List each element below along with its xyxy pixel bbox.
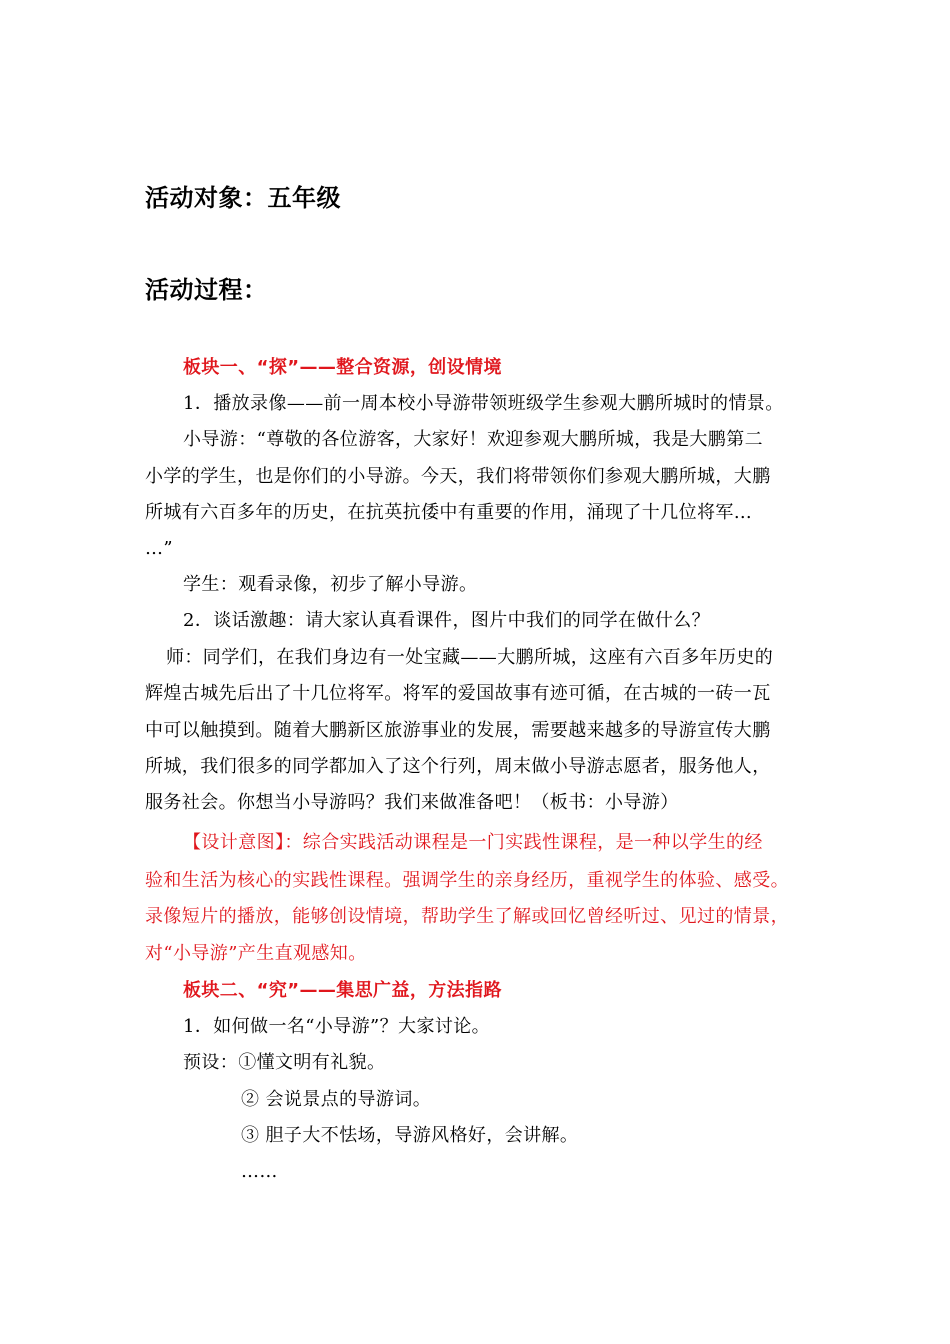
- teacher-line: 中可以触摸到。随着大鹏新区旅游事业的发展，需要越来越多的导游宣传大鹏: [145, 720, 771, 741]
- preset-line: ③ 胆子大不怯场，导游风格好，会讲解。: [241, 1125, 579, 1146]
- section2-title: 板块二、“究”——集思广益，方法指路: [183, 980, 502, 1001]
- preset-line: ② 会说景点的导游词。: [241, 1089, 432, 1110]
- teacher-line: 服务社会。你想当小导游吗？我们来做准备吧！（板书：小导游）: [145, 792, 679, 813]
- design-intent-line: 验和生活为核心的实践性课程。强调学生的亲身经历，重视学生的体验、感受。: [145, 870, 789, 891]
- preset-line: 预设：①懂文明有礼貌。: [183, 1052, 386, 1073]
- guide-line: 小导游：“尊敬的各位游客，大家好！欢迎参观大鹏所城，我是大鹏第二: [183, 429, 763, 450]
- section1-title: 板块一、“探”——整合资源，创设情境: [183, 357, 502, 378]
- student-line: 学生：观看录像，初步了解小导游。: [183, 574, 478, 595]
- teacher-line: 所城，我们很多的同学都加入了这个行列，周末做小导游志愿者，服务他人，: [145, 756, 771, 777]
- section2-item1: 1．如何做一名“小导游”？大家讨论。: [183, 1016, 491, 1037]
- guide-line: 所城有六百多年的历史，在抗英抗倭中有重要的作用，涌现了十几位将军…: [145, 502, 753, 523]
- heading-activity-target: 活动对象：五年级: [145, 184, 341, 212]
- preset-ellipsis: ……: [241, 1161, 278, 1182]
- guide-line: …”: [145, 538, 174, 559]
- design-intent-line: 【设计意图】：综合实践活动课程是一门实践性课程，是一种以学生的经: [183, 832, 763, 853]
- design-intent-line: 对“小导游”产生直观感知。: [145, 943, 367, 964]
- teacher-line: 辉煌古城先后出了十几位将军。将军的爱国故事有迹可循，在古城的一砖一瓦: [145, 683, 771, 704]
- teacher-line: 师：同学们，在我们身边有一处宝藏——大鹏所城，这座有六百多年历史的: [166, 647, 774, 668]
- guide-line: 小学的学生，也是你们的小导游。今天，我们将带领你们参观大鹏所城，大鹏: [145, 466, 771, 487]
- design-intent-line: 录像短片的播放，能够创设情境，帮助学生了解或回忆曾经听过、见过的情景，: [145, 906, 789, 927]
- heading-activity-process: 活动过程：: [145, 276, 268, 304]
- section1-item2: 2．谈话激趣：请大家认真看课件，图片中我们的同学在做什么？: [183, 610, 711, 631]
- section1-item1: 1．播放录像——前一周本校小导游带领班级学生参观大鹏所城时的情景。: [183, 393, 784, 414]
